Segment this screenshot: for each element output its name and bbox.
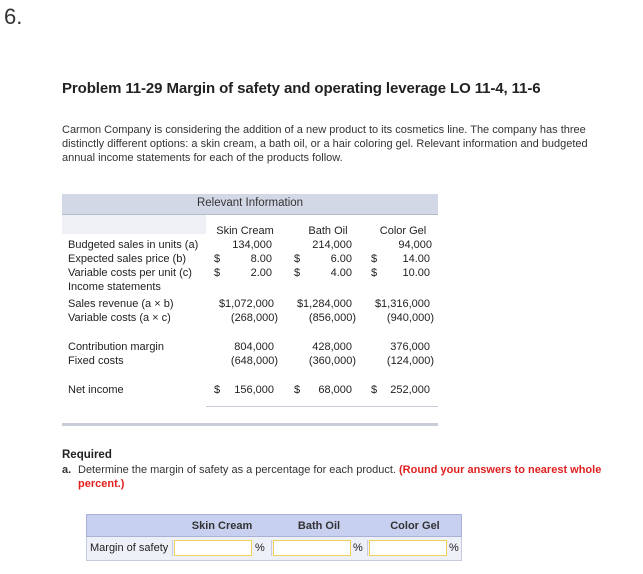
value-cm-color-gel: 376,000	[390, 341, 430, 353]
value-vc-skin-cream: 2.00	[250, 267, 272, 279]
row-label-variable-costs: Variable costs (a × c)	[68, 312, 171, 324]
percent-unit: %	[255, 542, 265, 554]
value-net-income-color-gel: 252,000	[390, 384, 430, 396]
problem-intro: Carmon Company is considering the addition of a new product to its cosmetics line. The company has three distinctly different options: a skin cream, a bath oil, or a hair coloring gel. Relevant information and budgeted annual income statements for each of the products follow.	[62, 124, 588, 164]
value-vc-color-gel: 10.00	[402, 267, 430, 279]
row-label-sales-revenue: Sales revenue (a × b)	[68, 298, 174, 310]
value-revenue-skin-cream: $1,072,000	[218, 298, 274, 310]
value-net-income-skin-cream: 156,000	[234, 384, 274, 396]
value-price-color-gel: 14.00	[402, 253, 430, 265]
currency-symbol: $	[214, 253, 221, 265]
col-header-color-gel: Color Gel	[379, 225, 427, 237]
table-header-title: Relevant Information	[196, 197, 304, 209]
value-cm-skin-cream: 804,000	[234, 341, 274, 353]
header-band	[62, 215, 206, 234]
part-a-label: a.	[62, 464, 72, 476]
value-price-bath-oil: 6.00	[330, 253, 352, 265]
value-cm-bath-oil: 428,000	[312, 341, 352, 353]
row-label-fixed-costs: Fixed costs	[68, 355, 124, 367]
relevant-information-table	[62, 194, 438, 426]
value-units-skin-cream: 134,000	[232, 239, 272, 251]
value-revenue-bath-oil: $1,284,000	[296, 298, 352, 310]
margin-of-safety-label: Margin of safety	[90, 542, 169, 554]
row-label-variable-cost-per-unit: Variable costs per unit (c)	[68, 267, 192, 279]
divider	[62, 423, 438, 426]
color-gel-margin-input[interactable]	[369, 540, 447, 556]
value-var-costs-bath-oil: (856,000)	[308, 312, 356, 324]
answer-col-color-gel: Color Gel	[390, 520, 440, 532]
currency-symbol: $	[294, 384, 301, 396]
value-fixed-bath-oil: (360,000)	[308, 355, 356, 367]
currency-symbol: $	[371, 253, 378, 265]
divider	[271, 540, 272, 556]
currency-symbol: $	[294, 253, 301, 265]
answer-table-header	[86, 514, 462, 537]
required-heading: Required	[62, 449, 112, 461]
value-var-costs-skin-cream: (268,000)	[230, 312, 278, 324]
income-statements-heading: Income statements	[68, 281, 161, 293]
percent-unit: %	[449, 542, 459, 554]
divider	[206, 406, 438, 407]
divider	[367, 540, 368, 556]
value-net-income-bath-oil: 68,000	[318, 384, 352, 396]
col-header-bath-oil: Bath Oil	[308, 225, 348, 237]
row-label-contribution-margin: Contribution margin	[68, 341, 164, 353]
answer-col-bath-oil: Bath Oil	[297, 520, 341, 532]
value-var-costs-color-gel: (940,000)	[386, 312, 434, 324]
currency-symbol: $	[294, 267, 301, 279]
value-units-color-gel: 94,000	[398, 239, 432, 251]
percent-unit: %	[353, 542, 363, 554]
value-vc-bath-oil: 4.00	[330, 267, 352, 279]
answer-row	[86, 537, 462, 561]
row-label-net-income: Net income	[68, 384, 124, 396]
row-label-units: Budgeted sales in units (a)	[68, 239, 199, 251]
currency-symbol: $	[214, 267, 221, 279]
answer-col-skin-cream: Skin Cream	[191, 520, 253, 532]
problem-title: Problem 11-29 Margin of safety and operating leverage LO 11-4, 11-6	[62, 80, 541, 97]
bath-oil-margin-input[interactable]	[273, 540, 351, 556]
divider	[172, 540, 173, 556]
currency-symbol: $	[214, 384, 221, 396]
value-revenue-color-gel: $1,316,000	[374, 298, 430, 310]
value-units-bath-oil: 214,000	[312, 239, 352, 251]
skin-cream-margin-input[interactable]	[174, 540, 252, 556]
value-price-skin-cream: 8.00	[250, 253, 272, 265]
col-header-skin-cream: Skin Cream	[216, 225, 274, 237]
part-a-text: Determine the margin of safety as a percentage for each product.	[78, 464, 396, 476]
row-label-price: Expected sales price (b)	[68, 253, 186, 265]
currency-symbol: $	[371, 384, 378, 396]
currency-symbol: $	[371, 267, 378, 279]
table-header	[62, 194, 438, 215]
question-number: 6.	[4, 4, 23, 29]
value-fixed-color-gel: (124,000)	[386, 355, 434, 367]
value-fixed-skin-cream: (648,000)	[230, 355, 278, 367]
rounding-note: (Round your answers to nearest whole percent.)	[78, 464, 602, 490]
